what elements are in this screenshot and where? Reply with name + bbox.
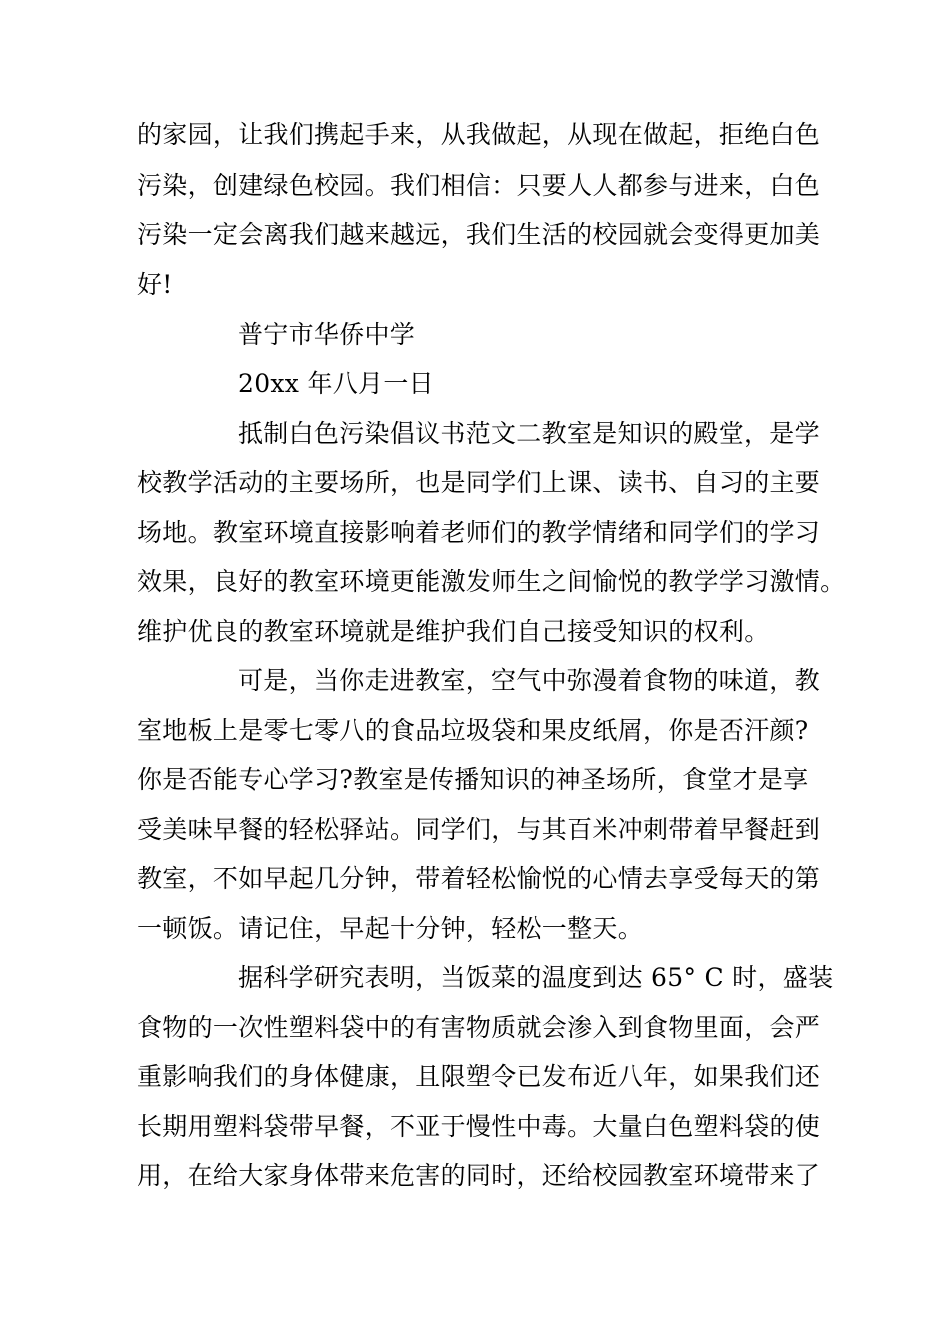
text-line: 长期用塑料袋带早餐，不亚于慢性中毒。大量白色塑料袋的使 [137,1112,821,1141]
text-line: 好! [137,270,173,299]
text-line: 维护优良的教室环境就是维护我们自己接受知识的权利。 [137,617,770,646]
text-line: 污染，创建绿色校园。我们相信：只要人人都参与进来，白色 [137,171,821,200]
text-line: 可是，当你走进教室，空气中弥漫着食物的味道，教 [238,666,820,695]
text-line: 污染一定会离我们越来越远，我们生活的校园就会变得更加美 [137,220,821,249]
text-line: 室地板上是零七零八的食品垃圾袋和果皮纸屑，你是否汗颜? [137,716,809,745]
signature-organization: 普宁市华侨中学 [238,320,416,349]
text-line: 校教学活动的主要场所，也是同学们上课、读书、自习的主要 [137,468,821,497]
text-line: 食物的一次性塑料袋中的有害物质就会渗入到食物里面，会严 [137,1013,821,1042]
text-line: 用，在给大家身体带来危害的同时，还给校园教室环境带来了 [137,1161,821,1190]
text-line: 你是否能专心学习?教室是传播知识的神圣场所，食堂才是享 [137,765,809,794]
text-line: 的家园，让我们携起手来，从我做起，从现在做起，拒绝白色 [137,120,821,149]
text-line: 重影响我们的身体健康，且限塑令已发布近八年，如果我们还 [137,1062,821,1091]
text-line: 受美味早餐的轻松驿站。同学们，与其百米冲刺带着早餐赶到 [137,815,821,844]
text-line: 教室，不如早起几分钟，带着轻松愉悦的心情去享受每天的第 [137,864,821,893]
text-line: 效果，良好的教室环境更能激发师生之间愉悦的教学学习激情。 [137,567,846,596]
text-line: 场地。教室环境直接影响着老师们的教学情绪和同学们的学习 [137,518,821,547]
text-line: 抵制白色污染倡议书范文二教室是知识的殿堂，是学 [238,419,820,448]
signature-date: 20xx 年八月一日 [238,369,434,398]
text-line: 据科学研究表明，当饭菜的温度到达 65° C 时，盛装 [238,963,834,992]
text-line: 一顿饭。请记住，早起十分钟，轻松一整天。 [137,914,644,943]
